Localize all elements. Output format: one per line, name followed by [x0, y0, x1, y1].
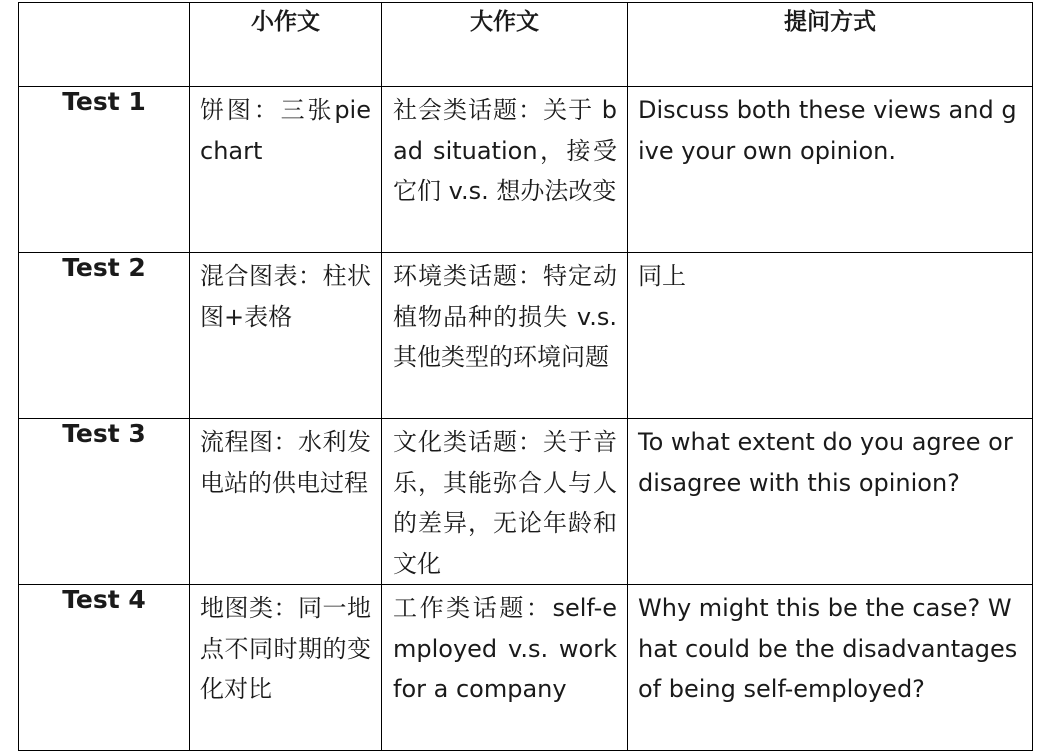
test-label: Test 4 — [19, 585, 190, 751]
big-essay-text: 文化类话题：关于音乐，其能弥合人与人的差异，无论年龄和文化 — [393, 428, 617, 578]
big-essay-cell — [382, 253, 628, 419]
big-essay-cell — [382, 419, 628, 585]
big-essay-text: 工作类话题：self-employed v.s. work for a company — [393, 594, 617, 703]
question-cell — [628, 585, 1033, 751]
table-row — [19, 585, 1033, 751]
question-text: Why might this be the case? What could be the disadvantages of being self-employed? — [638, 594, 1018, 703]
table-row — [19, 419, 1033, 585]
question-text: 同上 — [638, 262, 686, 290]
small-essay-text: 地图类：同一地点不同时期的变化对比 — [200, 594, 371, 703]
big-essay-text: 社会类话题：关于 bad situation，接受它们 v.s. 想办法改变 — [393, 96, 617, 205]
question-cell — [628, 253, 1033, 419]
big-essay-cell — [382, 87, 628, 253]
table-row — [19, 253, 1033, 419]
test-label: Test 1 — [19, 87, 190, 253]
header-empty — [19, 3, 190, 87]
question-text: To what extent do you agree or disagree with this opinion? — [638, 428, 1013, 497]
header-row — [19, 3, 1033, 87]
test-label: Test 2 — [19, 253, 190, 419]
small-essay-cell — [190, 585, 382, 751]
comparison-table — [18, 2, 1033, 751]
header-big-essay: 大作文 — [382, 3, 628, 87]
big-essay-text: 环境类话题：特定动植物品种的损失 v.s.其他类型的环境问题 — [393, 262, 617, 371]
header-question-style: 提问方式 — [628, 3, 1033, 87]
table-row — [19, 87, 1033, 253]
small-essay-cell — [190, 419, 382, 585]
header-small-essay: 小作文 — [190, 3, 382, 87]
big-essay-cell — [382, 585, 628, 751]
small-essay-text: 混合图表：柱状图+表格 — [200, 262, 371, 331]
question-text: Discuss both these views and give your own opinion. — [638, 96, 1017, 165]
test-label: Test 3 — [19, 419, 190, 585]
question-cell — [628, 419, 1033, 585]
small-essay-text: 流程图：水利发电站的供电过程 — [200, 428, 371, 497]
small-essay-text: 饼图：三张pie chart — [200, 96, 371, 165]
question-cell — [628, 87, 1033, 253]
small-essay-cell — [190, 253, 382, 419]
small-essay-cell — [190, 87, 382, 253]
